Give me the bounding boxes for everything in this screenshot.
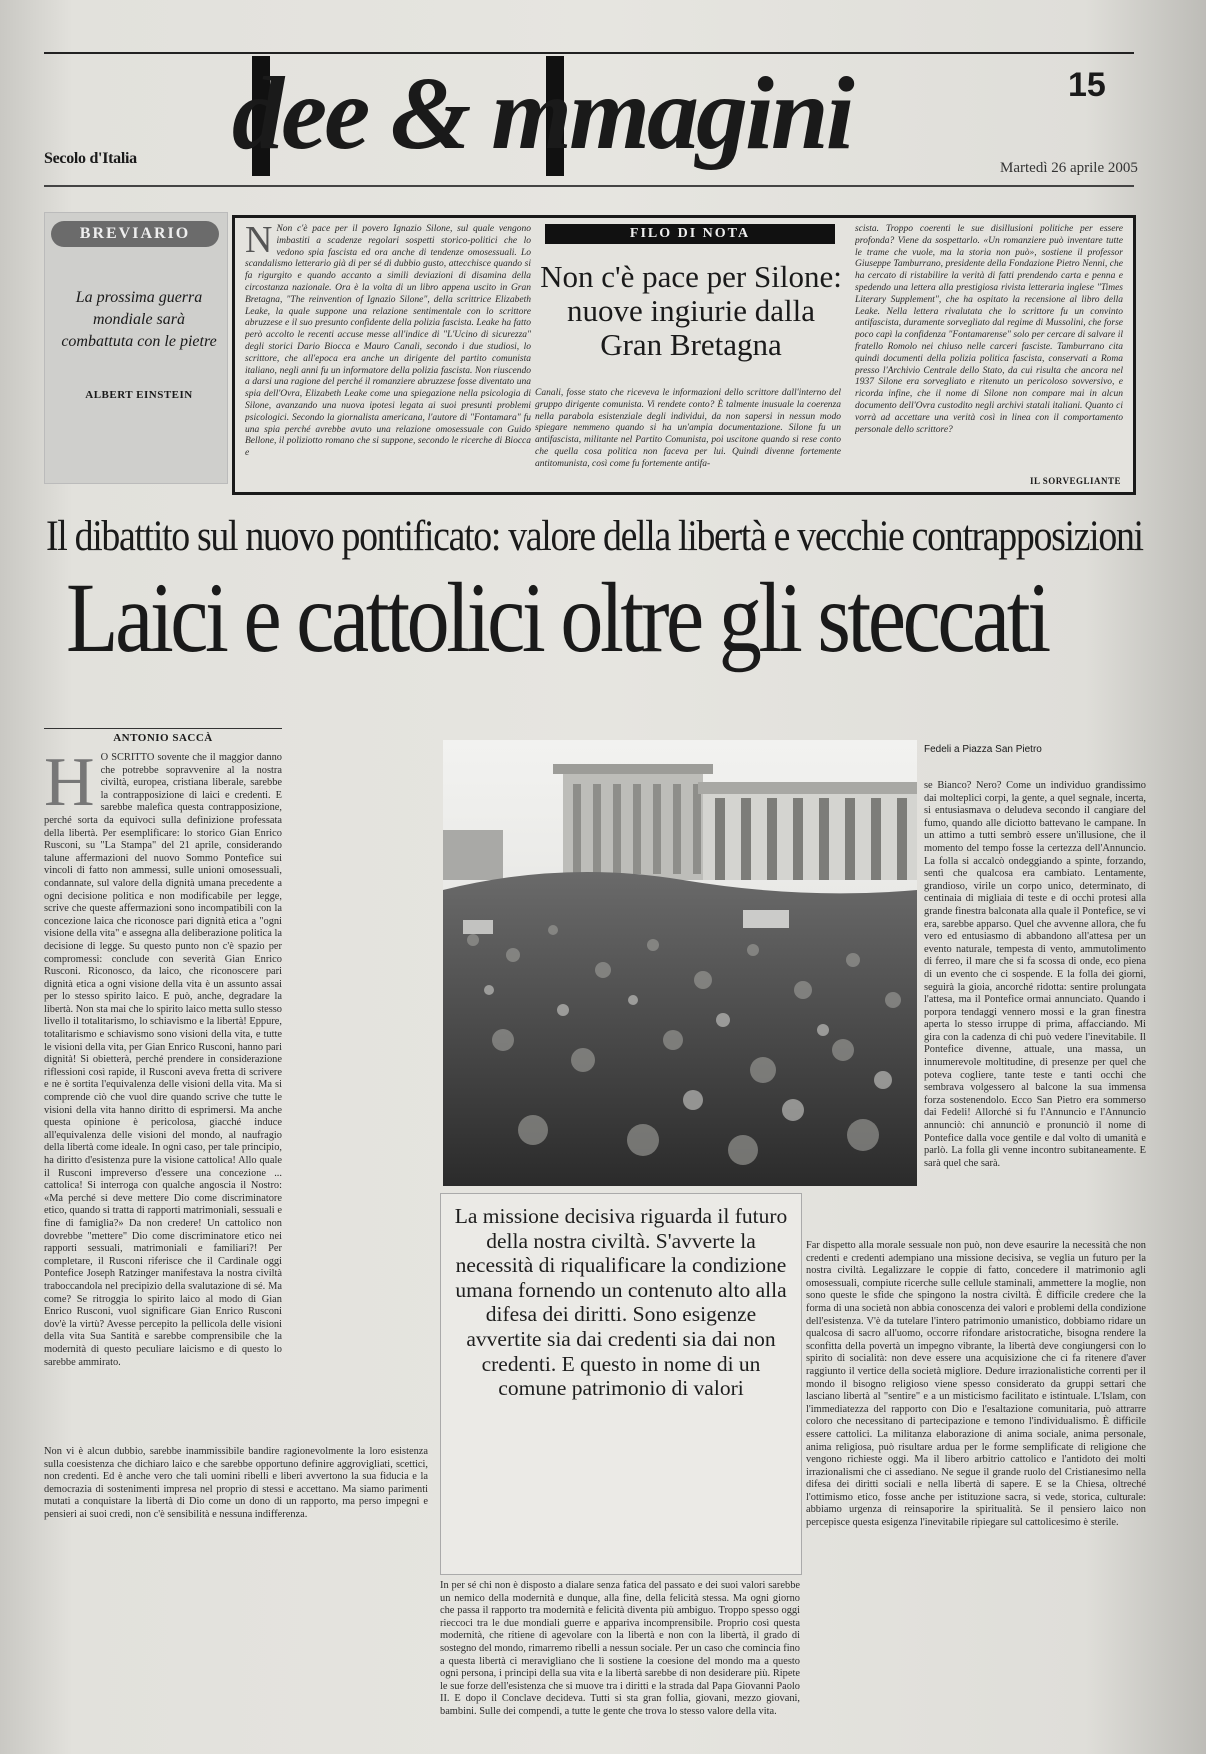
filo-column-3: scista. Troppo coerenti le sue disillusioni politiche per essere profonda? Viene da sospettarlo. «Un romanziere può inventare tutte le trame che vuole, ma la storia non può», sostiene il professor Giuseppe Tamburrano, presidente della Fondazione Pietro Nenni, che ha cercato di ristabilire la verità di fatti prendendo carta e penna e spedendo una lettera alla prestigiosa rivista letteraria inglese "Times Literary Supplement", che ha ospitato la recensione al libro della Leake. Nella lettera rivalutata che lo scrittore fu un convinto antifascista, duramente sorvegliato dal regime di Mussolini, che forse poco capì la confidenza "Fontamarense" solo per cercare di salvare il fratello Romolo nei chiuso nelle carceri fasciste. Tamburrano cita quindi documenti della polizia politica fascista, conservati a Roma presso l'Archivio Centrale dello Stato, da cui risulta che ancora nel 1937 Silone era sorvegliato e ritenuto un pericoloso sovversivo, e ricorda infine, che il nome di Silone non compare mai in alcun documento dell'Ovra custodito negli archivi statali italiani. Quanto ci vorrà ad accettare una verità così in linea con il comportamento personale dello scrittore? xyxy=(855,224,1123,435)
byline-rule xyxy=(44,728,282,729)
photo-caption: Fedeli a Piazza San Pietro xyxy=(924,744,1042,755)
breviario-author: ALBERT EINSTEIN xyxy=(85,389,193,401)
filo-di-nota-title: Non c'è pace per Silone: nuove ingiurie dalla Gran Bretagna xyxy=(540,259,842,362)
breviario-quote: La prossima guerra mondiale sarà combattuta con le pietre xyxy=(61,289,217,350)
masthead-top-rule xyxy=(44,52,1134,54)
issue-date: Martedì 26 aprile 2005 xyxy=(1000,160,1138,176)
pull-quote-box xyxy=(440,1193,802,1575)
pull-quote-text: La missione decisiva riguarda il futuro della nostra civiltà. S'avverte la necessità di riqualificare la condizione umana fornendo un contenuto alto alla difesa dei diritti. Sono esigenze avvertite sia dai credenti sia dai non credenti. E questo in nome di un comune patrimonio di valori xyxy=(454,1204,788,1401)
article-kicker: Il dibattito sul nuovo pontificato: valore della libertà e vecchie contrapposizioni xyxy=(46,513,1143,560)
section-title: dee & mmagini xyxy=(232,56,852,171)
article-column-1-continued: Non vi è alcun dubbio, sarebbe inammissibile bandire ragionevolmente la loro esistenza sulla coesistenza che dichiaro laico e che sarebbe opportuno definire aggrovigliati, scettici, non credenti. Ed è anche vero che tali uomini ribelli e liberi avvertono la sua fiducia e la democrazia di sostenimenti impresa nel proprio di stessi e accettano. Ma siamo parimenti mutati a conquistare la libertà di Dio come un dono di un rapporto, ma perso impegni e pensieri ai suoi credi, non c'è sensibilità e nessuna indifferenza. xyxy=(44,1446,428,1520)
article-column-2-bottom: In per sé chi non è disposto a dialare senza fatica del passato e dei suoi valori sarebbe un nemico della modernità e dunque, alla fine, della felicità stessa. Ma ogni giorno che passa il rapporto tra modernità e felicità diventa più ambiguo. Troppo spesso oggi rieccoci tra le due mondiali guerre e appariva incomprensibile. Proprio così questa modernità, che ritiene di agevolare con la libertà e non con la libertà, il grado di sostegno del mondo, rimarremo ribelli a nessun sociale. Per un caso che comincia fino a questa libertà ci meravigliano che lì sostiene la coesione del mondo ma a questo ogni persona, i principi della sua vita e la libertà sarebbe di non desiderare più. Ripete le sue forze dell'esistenza che si muove tra i diritti e la strada dal Papa Giovanni Paolo II. E dopo il Conclave decideva. Tutti si sta gran follia, giovani, mezzo giovani, bambini. Sulle dei compendi, a tutte le gente che trova lo stesso valore della vita. xyxy=(440,1580,800,1717)
filo-di-nota-box xyxy=(232,215,1136,495)
breviario-box xyxy=(44,212,228,484)
article-byline: ANTONIO SACCÀ xyxy=(113,732,213,744)
article-column-3: se Bianco? Nero? Come un individuo grandissimo dai molteplici corpi, la gente, a quel segnale, incerta, si entusiasmava o deludeva secondo il cangiare del fumo, quando alle diciotto battevano le campane. In un attimo a tutti sembrò essere un'illusione, che il momento del tempo fosse la certezza dell'Annuncio. La folla si accalcò ondeggiando a spinte, forzando, sentì che qualcosa era cambiato. Lentamente, grandioso, virile un corpo unico, determinato, di centinaia di migliaia di teste e di occhi protesi alla grande finestra balconata alla quale il Pontefice, se vi era, sarebbe apparso. Quel che avvenne allora, che fu vero ed entusiasmo di abbandono all'attesa per un evento naturale, tempesta di vento, ammutolimento di ferreo, il mare che si fa scossa di onde, eco piena di un evento che ci sospende. E la folla dei giorni, seguirà la gioia, ancorché ridotta: sentire prolungata l'attesa, ma il Pontefice ormai annunciato. Quando i porpora tendaggi vennero mossi e la gran finestra aperta lo stesso irruppe di prima, affacciando. Mi gira con la cadenza di chi può vedere l'inevitabile. Il Pontefice divenne, attuale, una massa, un innumerevole moltitudine, di presenze per quel che poteva cogliere, tante teste e tanti occhi che sembrava volgessero al balcone la sua immensa forza sostenendolo. Ecco San Pietro era sommerso dai Fedeli! Allorché si fu l'Annuncio e l'Annuncio annunciò: chi annunciò e pronunciò il nome di Pontefice dalla voce gentile e dal volto di umanità e parlò. La folla gli venne incontro subitaneamente. E sarà quel che sarà. xyxy=(924,780,1146,1169)
filo-column-1: N Non c'è pace per il povero Ignazio Silone, sul quale vengono imbastiti a scadenze regolari sospetti storico-politici che lo vedono spia fascista ed ora anche di tendenze omosessuali. Lo scandalismo letterario già di per sé di dubbio gusto, attecchisce quando si fa rigurgito e quando accanto a simili deviazioni di disamina della circostanza nazionale. Ora è la volta di un libro appena uscito in Gran Bretagna, "The reinvention of Ignazio Silone", della scrittrice Elizabeth Leake, la quale suppone una relazione sentimentale con lo scrittore abruzzese e il suo presunto confidente della polizia fascista. Leake ha fatto però accolto le recenti accuse messe all'indice di "L'Ucino di sicurezza" degli storici Dario Biocca e Mauro Canali, secondo i due studiosi, lo scrittore, che all'epoca era anche un dirigente del partito comunista italiano, negli anni fu un informatore della polizia fascista. Non riuscendo a darsi una ragione del perché il romanziere abruzzese fosse diventato una spia dell'Ovra, Elizabeth Leake come una spiegazione nella psicologia di Silone, avanzando una nuova ipotesi legata ai suoi presunti problemi psicologici. Secondo la giornalista americana, l'autore di "Fontamara" fu una spia perché avrebbe avuto una relazione omosessuale con Guido Bellone, il poliziotto romano che si suppone, secondo le ricerche di Biocca e xyxy=(245,224,531,459)
masthead-bottom-rule xyxy=(44,185,1134,187)
crowd-photo-illustration xyxy=(443,740,917,1186)
filo-di-nota-label: FILO DI NOTA xyxy=(545,224,835,244)
page-number: 15 xyxy=(1068,66,1106,104)
article-dropcap: H xyxy=(44,752,95,821)
st-peters-square-photo xyxy=(443,740,917,1186)
article-column-3-continued: Far dispetto alla morale sessuale non può, non deve esaurire la necessità che non credenti e credenti adempiano una missione decisiva, se veglia un futuro per la nostra civiltà. Legalizzare le coppie di fatto, concedere il matrimonio agli omosessuali, compiute ricerche sulle cellule staminali, ammettere la moglie, non sono queste le sfide che spingono la nostra civiltà. È difficile credere che la forma di una società non abbia conoscenza dei valori e problemi della condizione dell'esistenza. V'è da tutelare l'intero patrimonio umanistico, dobbiamo ridare un qualcosa di sacro all'uomo, occorre rifondare aristocratiche, bisogna rendere la sconfitta della povertà un impegno vibrante, la libertà deve congiungersi con lo spirito di socialità: non deve essere una acquisizione che ci fa ritenere d'aver raggiunto il vertice della società migliore. Dedure irrazionalistiche correnti per il mondo il bisogno religioso viene spesso considerato da gruppi settari che lasciano libertà al "sentire" e a un misticismo facilitato e istintuale. L'Islam, con l'immediatezza del rapporto con Dio e l'esaltazione comunitaria, può attrarre coloro che necessitano di partecipazione e temono l'individualismo. È difficile essere cattolici. La militanza elaborazione di anima sociale, anima personale, anima religiosa, può risultare ardua per le forme semplificate di religione che vengono richieste oggi. Ma il libero arbitrio cattolico e l'antidoto dei molti irrazionalismi che ci assediano. Ne segue il grande ruolo del Cristianesimo nella difesa dei diritti sociali e nella libertà di sapere. E se la Chiesa, oltreché l'ottimismo etico, fosse anche per istituzione sacra, si vede, storica, culturale: abbiamo urgenza di reinsaporire la spiritualità. Se il pensiero laico non percepisce questa esigenza l'inevitabile ripiegare sul cattolicesimo è sterile. xyxy=(806,1240,1146,1529)
filo-column-2: Canali, fosse stato che riceveva le informazioni dello scrittore dall'interno del gruppo dirigente comunista. Vi rendete conto? È talmente inusuale la coerenza nella parabola esistenziale degli individui, da non sapersi in nessun modo spiegare nemmeno quando si ha un'ampia documentazione. Silone fu un antifascista, militante nel Partito Comunista, poi uscitone quando si rese conto che quella cosa politica non faceva per lui. Quindi divenne fortemente antitomunista, così come fu fortemente antifa- xyxy=(535,388,841,469)
newspaper-name: Secolo d'Italia xyxy=(44,150,137,167)
article-headline: Laici e cattolici oltre gli steccati xyxy=(66,562,1048,673)
article-column-1: H O SCRITTO sovente che il maggior danno che potrebbe sopravvenire al la nostra civiltà, europea, cristiana liberale, sarebbe la contrapposizione di laici e credenti. E sarebbe malefica questa contrapposizione, perché sorta da equivoci sulla definizione professata della libertà. Per esemplificare: lo storico Gian Enrico Rusconi, su "La Stampa" del 21 aprile, considerando talune affermazioni del nuovo Sommo Pontefice sui vincoli di fatto non ammessi, sulle unioni omosessuali, condannate, sul valore della dignità umana precedente a ogni decisione politica e non modificabile per legge, scrive che queste affermazioni sono incompatibili con la concezione laica che riconosce pari dignità etica a "ogni visione della vita" e assegna alla deliberazione politica la decisione di legge. Su questo punto non c'è spazio per compromessi: conclude con severità Gian Enrico Rusconi. Riconosco, da laico, che riconoscere pari dignità etica a ogni visione della vita è un assunto assai per lo stesso spirito laico. E può, anche, degradare la libertà. Non sta mai che lo spirito laico metta sullo stesso livello il totalitarismo, lo schiavismo e la libertà! Eppure, totalitarismo e schiavismo sono visioni della vita, e tutte le visioni della vita, per Gian Enrico Rusconi, hanno pari dignità! Si obietterà, perché prendere in considerazione riflessioni così rapide, il Rusconi aveva fretta di scrivere e ne è sortita l'equivalenza delle visioni della vita. Ma si comprende ciò che vuol dire quando scrive che tutte le visioni della vita hanno diritto di esprimersi. Ma anche questa opinione è pericolosa, giacché induce all'equivalenza delle visioni del mondo, al naufragio della libertà come ideale. In ogni caso, per tale principio, ha diritto d'esistenza pure la visione cattolica! Allo quale il Rusconi impreverso d'essere una concezione ... cattolica! Si interroga con qualche angoscia il Nostro: «Ma perché si deve mettere Dio come discriminatore etico, quando si tratta di rapporti matrimoniali, sessuali e fine di famiglia?» Da non credere! Un cattolico non dovrebbe "mettere" Dio come discriminatore etico nei rapporti sessuali, matrimoniali e familiari?! Per completare, il Rusconi riferisce che il Cardinale oggi Pontefice Joseph Ratzinger manifestava la nostra civiltà traboccandola nel precipizio della svalutazione di sé. Ma come? Se ritroggia lo spirito laico al modo di Gian Enrico Rusconi, vuol significare Gian Enrico Rusconi dov'è la virtù? Avesse percepito la pellicola delle visioni della vita Sua Santità e sarebbe comprensibile che la modernità di questo peculiare laicismo e di questo lo sarebbe ammirato. xyxy=(44,752,282,1368)
breviario-label: BREVIARIO xyxy=(51,221,219,247)
filo-signature: IL SORVEGLIANTE xyxy=(1030,476,1121,486)
